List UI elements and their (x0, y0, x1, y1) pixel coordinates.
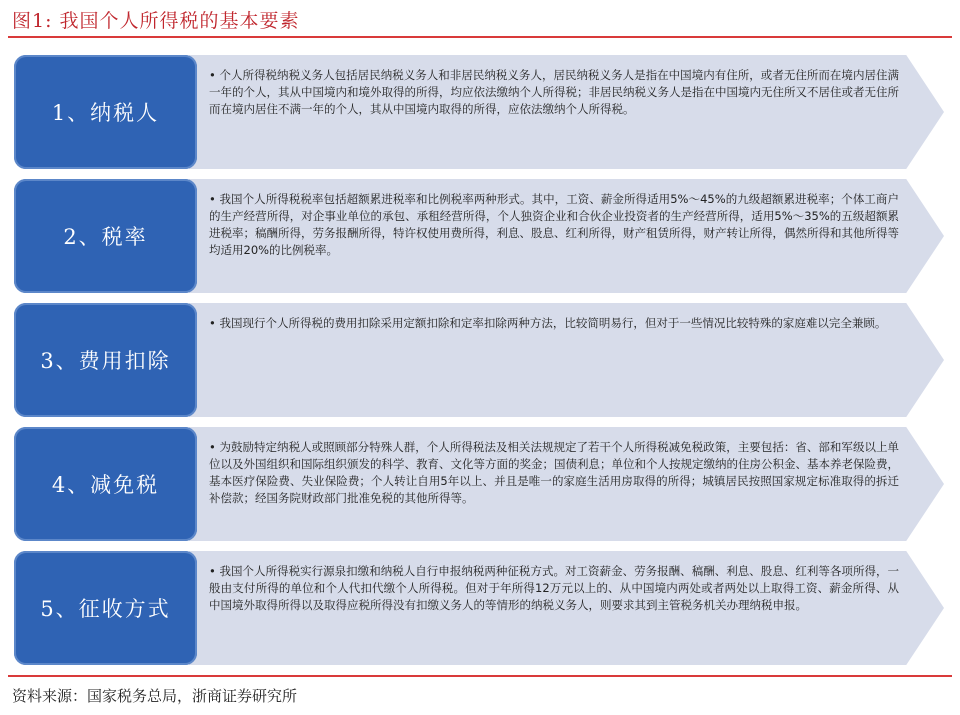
footer-divider (8, 675, 952, 677)
row-description: • 个人所得税纳税义务人包括居民纳税义务人和非居民纳税义务人，居民纳税义务人是指在中国境内有住所，或者无住所而在境内居住满一年的个人，其从中国境内和境外取得的所得，均应依法缴纳个人所得税；非居民纳税义务人是指在中国境内无住所又不居住或者无住所而在境内居住不满一年的个人，其从中国境内取得的所得，应依法缴纳个人所得税。 (209, 68, 899, 116)
row-label-box (14, 55, 197, 169)
row-label-box (14, 179, 197, 293)
row-label: 2、税率 (63, 225, 148, 249)
row-label: 5、征收方式 (40, 597, 171, 621)
element-row-taxpayer (14, 55, 944, 169)
element-row-collection (14, 551, 944, 665)
row-label: 4、减免税 (51, 473, 160, 497)
row-description: • 为鼓励特定纳税人或照顾部分特殊人群，个人所得税法及相关法规规定了若干个人所得税减免税政策，主要包括：省、部和军级以上单位以及外国组织和国际组织颁发的科学、教育、文化等方面的奖金；国债利息；单位和个人按规定缴纳的住房公积金、基本养老保险费，基本医疗保险费、失业保险费；个人转让自用5年以上、并且是唯一的家庭生活用房取得的所得；城镇居民按照国家规定标准取得的拆迁补偿款；经国务院财政部门批准免税的其他所得等。 (209, 440, 899, 505)
title-divider (8, 36, 952, 38)
element-row-tax-rate (14, 179, 944, 293)
row-label-box (14, 303, 197, 417)
row-description: • 我国个人所得税税率包括超额累进税率和比例税率两种形式。其中，工资、薪金所得适用5%～45%的九级超额累进税率；个体工商户的生产经营所得，对企事业单位的承包、承租经营所得，个人独资企业和合伙企业投资者的生产经营所得，适用5%～35%的五级超额累进税率；稿酬所得，劳务报酬所得，特许权使用费所得，利息、股息、红利所得，财产租赁所得，财产转让所得，偶然所得和其他所得等均适用20%的比例税率。 (209, 192, 899, 257)
figure-title: 图1: 我国个人所得税的基本要素 (12, 10, 300, 32)
row-label-box (14, 551, 197, 665)
row-description: • 我国现行个人所得税的费用扣除采用定额扣除和定率扣除两种方法，比较简明易行，但对于一些情况比较特殊的家庭难以完全兼顾。 (209, 316, 887, 330)
row-label: 3、费用扣除 (40, 349, 171, 373)
row-label: 1、纳税人 (51, 101, 160, 125)
element-row-deduction (14, 303, 944, 417)
source-note: 资料来源：国家税务总局，浙商证券研究所 (12, 687, 298, 705)
row-label-box (14, 427, 197, 541)
row-description: • 我国个人所得税实行源泉扣缴和纳税人自行申报纳税两种征税方式。对工资薪金、劳务报酬、稿酬、利息、股息、红利等各项所得，一般由支付所得的单位和个人代扣代缴个人所得税。但对于年所得12万元以上的、从中国境内两处或者两处以上取得工资、薪金所得、从中国境外取得所得以及取得应税所得没有扣缴义务人的等情形的纳税义务人，则要求其到主管税务机关办理纳税申报。 (209, 564, 899, 612)
element-row-exemption (14, 427, 944, 541)
